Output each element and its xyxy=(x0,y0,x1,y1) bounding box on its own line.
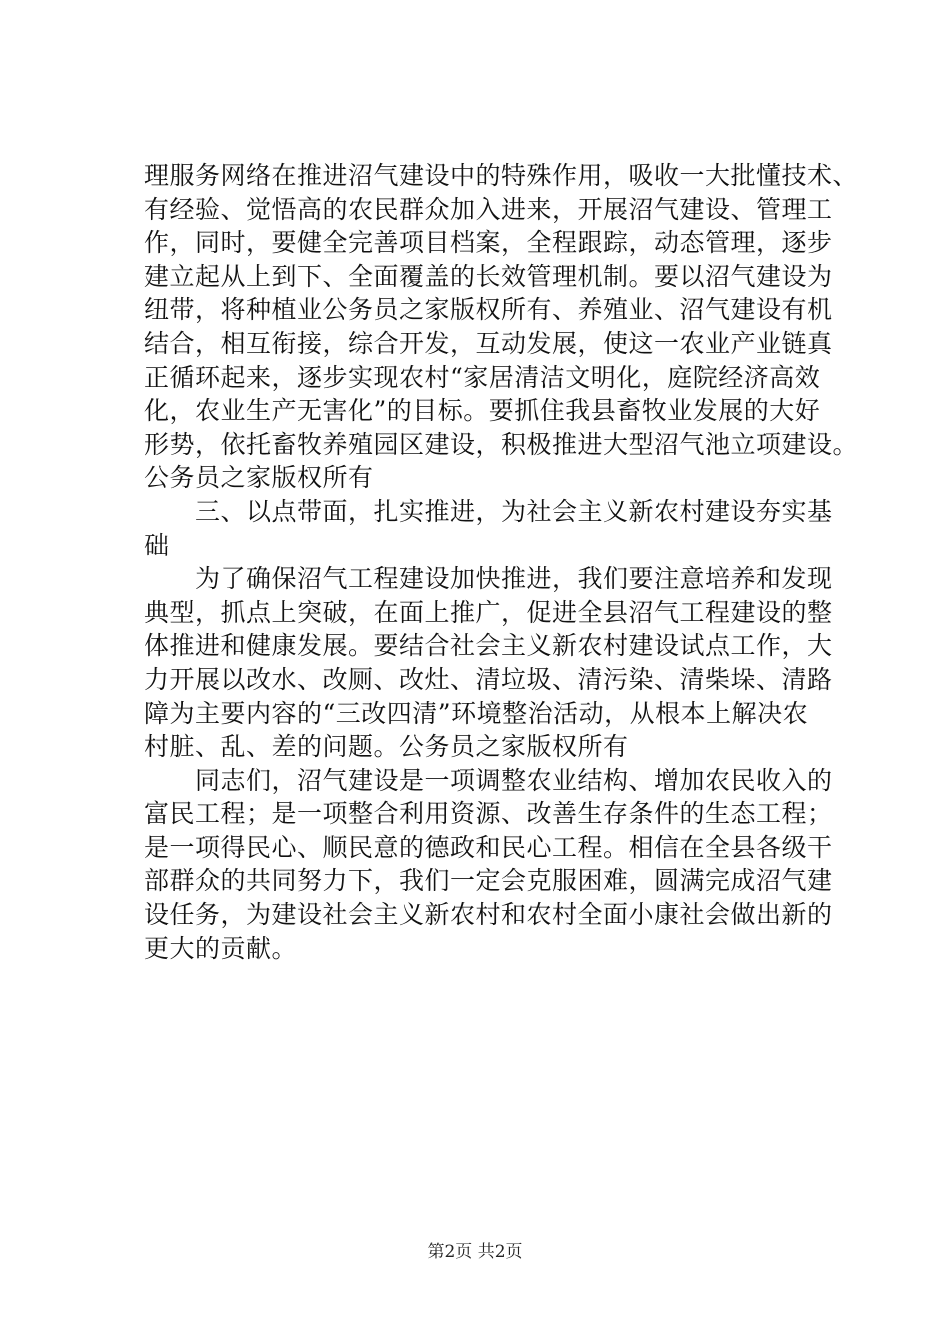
text-line: 建立起从上到下、全面覆盖的长效管理机制。要以沼气建设为 xyxy=(144,261,833,291)
text-line: 理服务网络在推进沼气建设中的特殊作用，吸收一大批懂技术、 xyxy=(144,161,859,190)
text-line: 正循环起来，逐步实现农村“家居清洁文明化，庭院经济高效 xyxy=(144,362,821,392)
text-line: 村脏、乱、差的问题。公务员之家版权所有 xyxy=(144,732,629,762)
text-line: 作，同时，要健全完善项目档案，全程跟踪，动态管理，逐步 xyxy=(144,228,833,258)
text-line: 同志们，沼气建设是一项调整农业结构、增加农民收入的 xyxy=(144,765,833,795)
body-text xyxy=(144,159,859,965)
section-heading-line: 础 xyxy=(144,530,170,560)
text-line: 部群众的共同努力下，我们一定会克服困难，圆满完成沼气建 xyxy=(144,866,833,896)
text-line: 障为主要内容的“三改四清”环境整治活动，从根本上解决农 xyxy=(144,698,809,728)
text-line: 有经验、觉悟高的农民群众加入进来，开展沼气建设、管理工 xyxy=(144,194,833,224)
text-line: 公务员之家版权所有 xyxy=(144,463,374,493)
text-line: 设任务，为建设社会主义新农村和农村全面小康社会做出新的 xyxy=(144,900,833,930)
text-line: 为了确保沼气工程建设加快推进，我们要注意培养和发现 xyxy=(144,564,833,594)
text-line: 力开展以改水、改厕、改灶、清垃圾、清污染、清柴垛、清路 xyxy=(144,664,833,694)
text-line: 化，农业生产无害化”的目标。要抓住我县畜牧业发展的大好 xyxy=(144,396,821,426)
text-line: 形势，依托畜牧养殖园区建设，积极推进大型沼气池立项建设。 xyxy=(144,429,859,459)
text-line: 纽带，将种植业公务员之家版权所有、养殖业、沼气建设有机 xyxy=(144,295,833,325)
section-heading-line: 三、以点带面，扎实推进，为社会主义新农村建设夯实基 xyxy=(144,496,833,526)
text-line: 体推进和健康发展。要结合社会主义新农村建设试点工作，大 xyxy=(144,631,833,661)
text-line: 是一项得民心、顺民意的德政和民心工程。相信在全县各级干 xyxy=(144,832,833,862)
text-line: 结合，相互衔接，综合开发，互动发展，使这一农业产业链真 xyxy=(144,328,833,358)
page-number-footer: 第2页 共2页 xyxy=(427,1242,523,1262)
text-line: 典型，抓点上突破，在面上推广，促进全县沼气工程建设的整 xyxy=(144,597,833,627)
text-line: 富民工程；是一项整合利用资源、改善生存条件的生态工程； xyxy=(144,799,833,829)
text-line: 更大的贡献。 xyxy=(144,933,298,963)
